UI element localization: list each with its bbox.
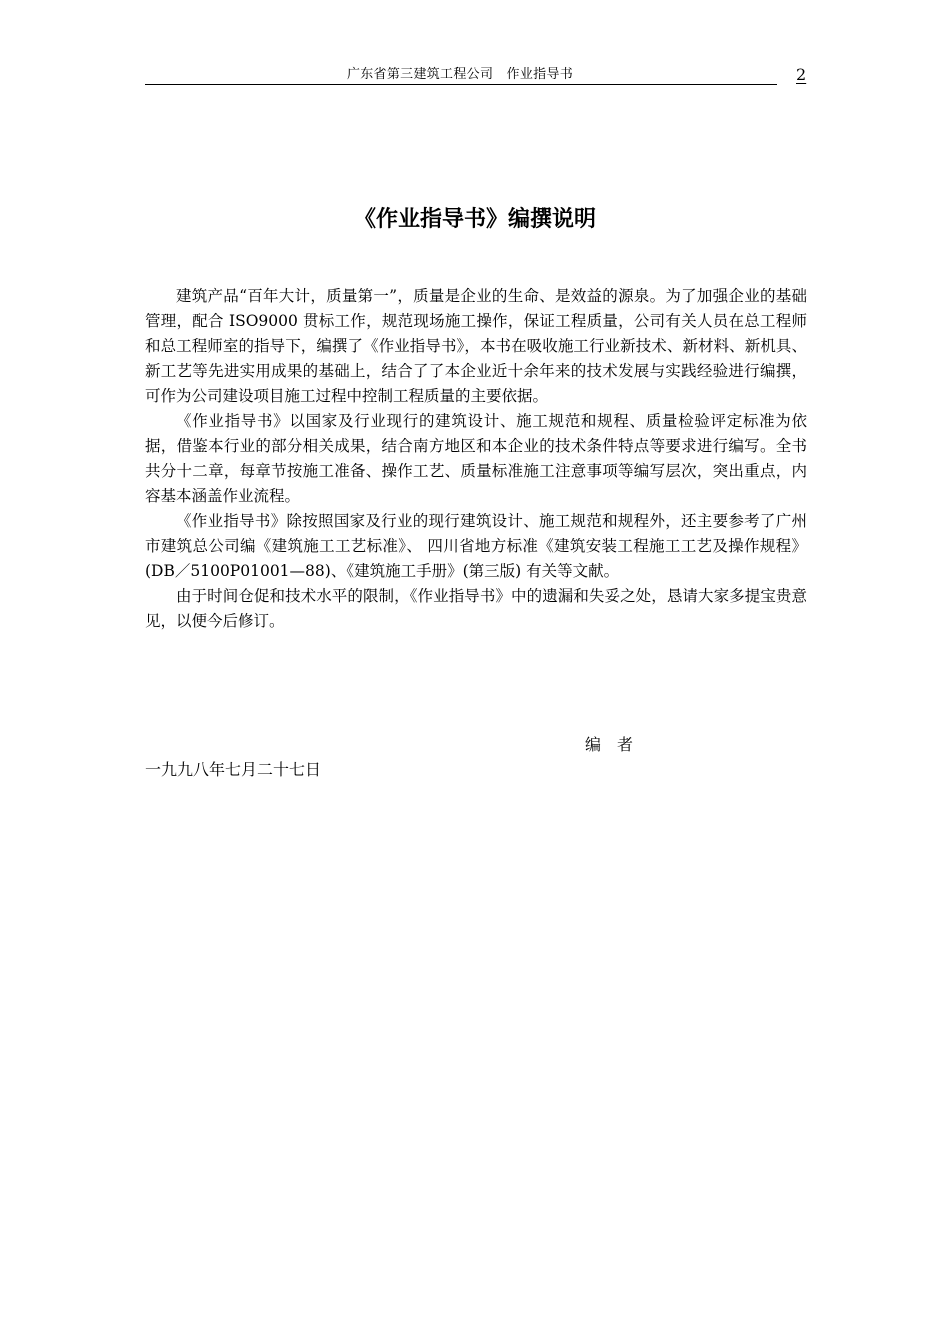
paragraph: 《作业指导书》以国家及行业现行的建筑设计、施工规范和规程、质量检验评定标准为依据，借鉴本行业的部分相关成果，结合南方地区和本企业的技术条件特点等要求进行编写。全书共分十二章，每章节按施工准备、操作工艺、质量标准施工注意事项等编写层次，突出重点，内容基本涵盖作业流程。 xyxy=(145,412,807,505)
document-body xyxy=(145,284,807,634)
paragraph: 建筑产品“百年大计，质量第一”，质量是企业的生命、是效益的源泉。为了加强企业的基础管理，配合 ISO9000 贯标工作，规范现场施工操作，保证工程质量，公司有关人员在总工程师和总工程师室的指导下，编撰了《作业指导书》，本书在吸收施工行业新技术、新材料、新机具、新工艺等先进实用成果的基础上，结合了了本企业近十余年来的技术发展与实践经验进行编撰，可作为公司建设项目施工过程中控制工程质量的主要依据。 xyxy=(145,287,807,405)
paragraph: 由于时间仓促和技术水平的限制，《作业指导书》中的遗漏和失妥之处，恳请大家多提宝贵意见，以便今后修订。 xyxy=(145,587,807,630)
header-divider xyxy=(145,84,777,85)
document-title: 《作业指导书》编撰说明 xyxy=(353,207,596,232)
page-number: 2 xyxy=(796,65,807,84)
header-title: 广东省第三建筑工程公司 作业指导书 xyxy=(346,67,574,82)
author-signature: 编 者 xyxy=(585,735,634,754)
paragraph: 《作业指导书》除按照国家及行业的现行建筑设计、施工规范和规程外，还主要参考了广州市建筑总公司编《建筑施工工艺标准》、 四川省地方标准《建筑安装工程施工工艺及操作规程》(DB／5100P01001—88)、《建筑施工手册》(第三版) 有关等文献。 xyxy=(145,512,807,580)
signature-date: 一九九八年七月二十七日 xyxy=(145,760,322,779)
